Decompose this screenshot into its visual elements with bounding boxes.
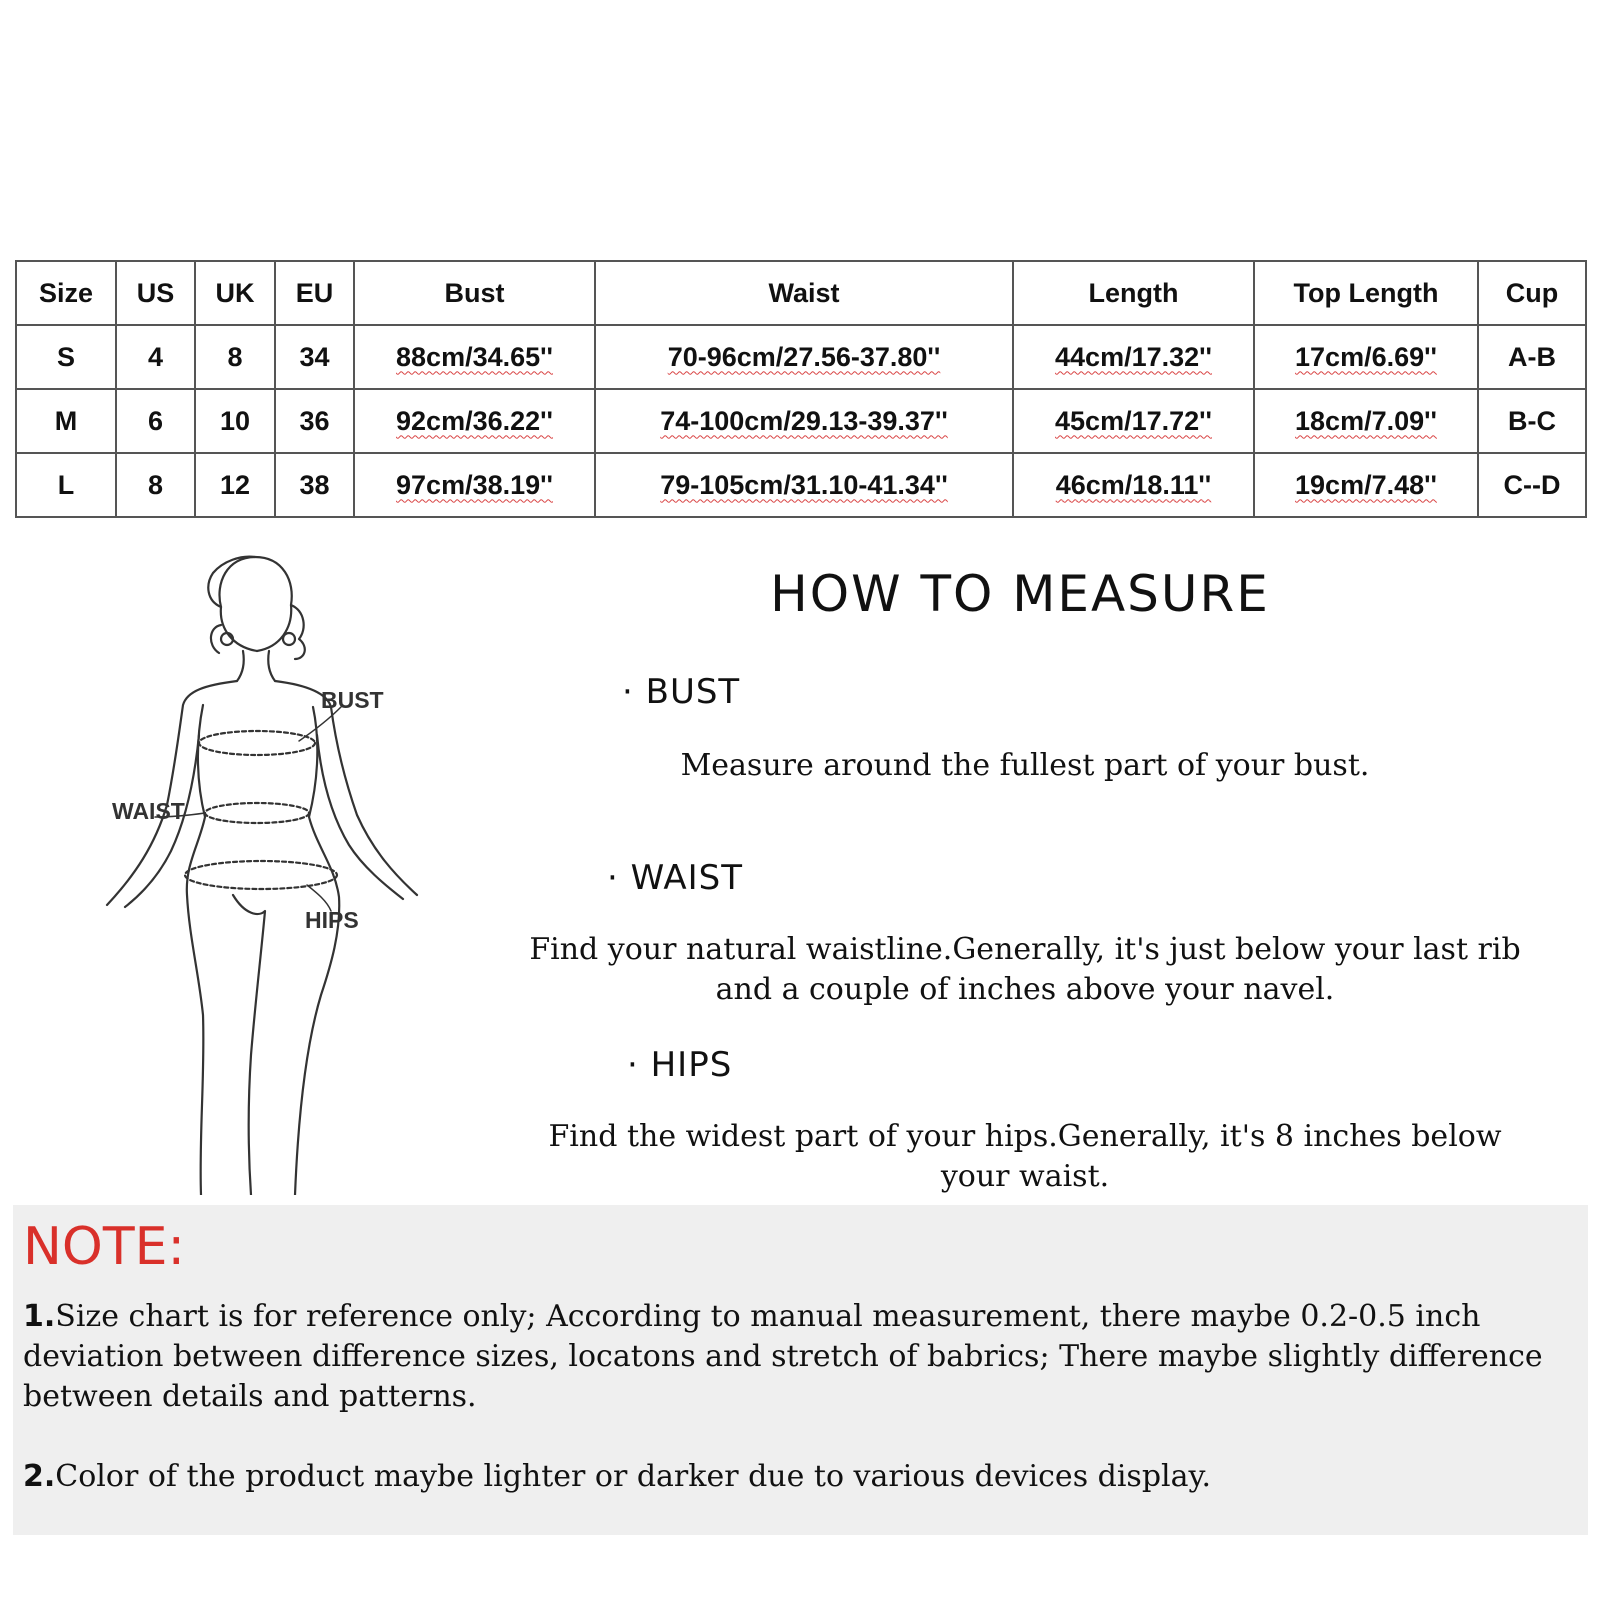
header-length: Length [1013,261,1254,325]
table-row [16,453,1586,517]
cell-us: 4 [116,325,195,389]
note-item-1-text: Size chart is for reference only; According to manual measurement, there maybe 0.2-0.5 inch deviation between difference sizes, locatons and stretch of babrics; There maybe slightly difference between details and patterns. [23,1299,1543,1414]
cell-top-length: 18cm/7.09'' [1254,389,1478,453]
note-item-1 [23,1297,1578,1417]
hips-label: HIPS [305,907,359,933]
note-item-2-text: Color of the product maybe lighter or darker due to various devices display. [55,1459,1211,1494]
hips-text-line2: your waist. [940,1159,1110,1194]
how-to-measure-title: HOW TO MEASURE [770,565,1270,623]
bust-text: Measure around the fullest part of your bust. [680,748,1370,783]
cell-cup: B-C [1478,389,1586,453]
waist-label: WAIST [112,798,185,824]
note-item-2-number: 2. [23,1459,56,1494]
cell-cup: C--D [1478,453,1586,517]
hips-text-line1: Find the widest part of your hips.Generally, it's 8 inches below [548,1119,1502,1154]
note-title: NOTE: [23,1217,185,1277]
table-row [16,389,1586,453]
header-uk: UK [195,261,275,325]
bust-instructions [515,746,1535,786]
cell-length: 45cm/17.72'' [1013,389,1254,453]
cell-uk: 10 [195,389,275,453]
body-outline-illustration [95,555,435,1195]
bust-heading: · BUST [622,672,741,712]
header-bust: Bust [354,261,595,325]
cell-waist: 74-100cm/29.13-39.37'' [595,389,1013,453]
header-cup: Cup [1478,261,1586,325]
note-item-1-number: 1. [23,1299,56,1334]
cell-eu: 34 [275,325,354,389]
header-eu: EU [275,261,354,325]
cell-uk: 8 [195,325,275,389]
header-us: US [116,261,195,325]
cell-length: 44cm/17.32'' [1013,325,1254,389]
body-measurement-figure [95,555,435,1195]
note-item-2 [23,1457,1578,1497]
cell-eu: 36 [275,389,354,453]
cell-us: 8 [116,453,195,517]
cell-uk: 12 [195,453,275,517]
cell-bust: 97cm/38.19'' [354,453,595,517]
cell-top-length: 17cm/6.69'' [1254,325,1478,389]
header-size: Size [16,261,116,325]
cell-us: 6 [116,389,195,453]
header-top-length: Top Length [1254,261,1478,325]
cell-length: 46cm/18.11'' [1013,453,1254,517]
waist-heading: · WAIST [607,858,744,898]
note-panel [13,1205,1588,1535]
waist-instructions [515,930,1535,1010]
waist-text-line2: and a couple of inches above your navel. [715,972,1335,1007]
bust-label: BUST [321,687,384,713]
cell-size: M [16,389,116,453]
table-row [16,325,1586,389]
cell-size: S [16,325,116,389]
cell-size: L [16,453,116,517]
size-chart-header-row [16,261,1586,325]
hips-instructions [515,1117,1535,1197]
size-chart-table [15,260,1587,518]
cell-bust: 92cm/36.22'' [354,389,595,453]
cell-cup: A-B [1478,325,1586,389]
hips-heading: · HIPS [627,1045,733,1085]
cell-waist: 79-105cm/31.10-41.34'' [595,453,1013,517]
cell-waist: 70-96cm/27.56-37.80'' [595,325,1013,389]
header-waist: Waist [595,261,1013,325]
cell-bust: 88cm/34.65'' [354,325,595,389]
cell-eu: 38 [275,453,354,517]
cell-top-length: 19cm/7.48'' [1254,453,1478,517]
waist-text-line1: Find your natural waistline.Generally, it's just below your last rib [529,932,1521,967]
